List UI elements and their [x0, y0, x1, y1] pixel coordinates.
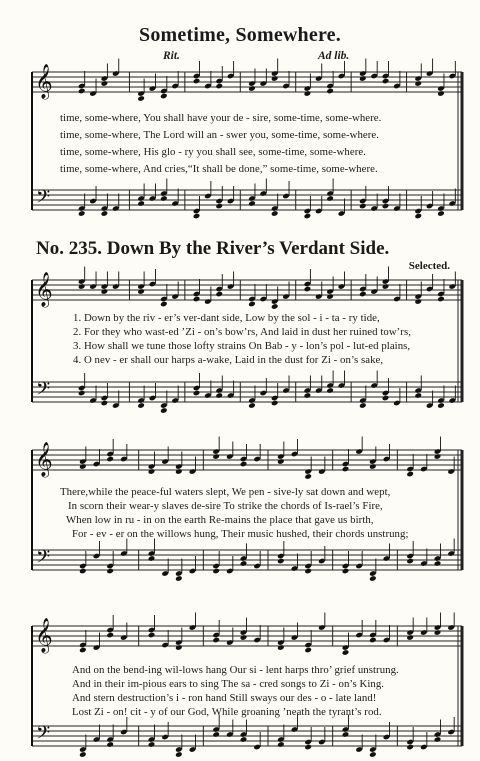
note-head [277, 458, 285, 465]
note-head [304, 392, 312, 399]
note-head [248, 402, 256, 409]
note-head [326, 88, 334, 95]
note-head [382, 203, 390, 210]
note-head [137, 200, 145, 207]
hymn2-s1-verse-4: 4. O nev - er shall our harps a-wake, Laid in the dust for Zi - on’s sake, [73, 354, 384, 366]
hymn2-s3-verse-2: And in their im-pious ears to sing The sa - cred songs to Zi - on’s King. [72, 678, 385, 690]
note-head [248, 85, 256, 92]
note-head [79, 463, 87, 470]
note-head [342, 568, 350, 575]
hymn2-s1-verse-2: 2. For they who wast-ed ’Zi - on’s bow’rs, And laid in dust her ruined tow’rs, [73, 326, 411, 338]
hymn2-s3-verse-1: And on the bend-ing wil-lows hang Our si - lent harps thro’ grief unstrung. [72, 664, 399, 676]
note-head [406, 558, 414, 565]
note-head [342, 649, 350, 656]
hymn1-verse-4: time, some-where, And cries,“It shall be done,” some-time, some-where. [60, 163, 378, 175]
note-head [160, 195, 168, 202]
note-head [406, 471, 414, 478]
note-head [240, 461, 248, 468]
hymn2-system2-treble-clef: 𝄞 [35, 442, 53, 477]
note-head [79, 647, 87, 654]
hymn1-system-treble-clef: 𝄞 [35, 64, 53, 99]
note-head [304, 213, 312, 220]
hymn1-verse-3: time, some-where, His glo - ry you shall see, some-time, some-where. [60, 146, 366, 158]
note-head [437, 210, 445, 217]
note-head [248, 301, 256, 308]
note-head [106, 632, 114, 639]
note-head [101, 210, 109, 217]
note-head [79, 751, 87, 758]
note-head [277, 558, 285, 565]
note-head [212, 568, 220, 575]
note-head [193, 78, 201, 85]
note-head [101, 400, 109, 407]
note-head [369, 751, 377, 758]
note-head [326, 195, 334, 202]
hymn2-s3-verse-3: And stern destruction’s i - ron hand Still sways our des - o - late land! [72, 692, 377, 704]
note-head [175, 468, 183, 475]
note-head [359, 75, 367, 82]
note-head [437, 90, 445, 97]
note-head [106, 568, 114, 575]
note-head [175, 644, 183, 651]
note-head [304, 568, 312, 575]
hymn2-s3-verse-4: Lost Zi - on! cit - y of our God, While groaning ’neath the tyrant’s rod. [72, 706, 382, 718]
note-head [271, 400, 279, 407]
note-head [414, 298, 422, 305]
note-head [437, 402, 445, 409]
hymn2-system3-treble-clef: 𝄞 [35, 618, 53, 653]
rit-marking: Rit. [163, 50, 180, 62]
note-head [106, 456, 114, 463]
note-head [148, 632, 156, 639]
note-head [106, 741, 114, 748]
note-head [148, 741, 156, 748]
note-head [369, 637, 377, 644]
note-head [137, 95, 145, 102]
ad-lib-marking: Ad lib. [318, 50, 350, 62]
note-head [271, 75, 279, 82]
note-head [342, 731, 350, 738]
note-head [369, 575, 377, 582]
note-head [148, 468, 156, 475]
note-head [137, 402, 145, 409]
hymn1-verse-2: time, some-where, The Lord will an - swer you, some-time, some-where. [60, 129, 379, 141]
note-head [277, 644, 285, 651]
note-head [271, 210, 279, 217]
hymn2-system1-bass-clef: 𝄢 [36, 379, 51, 404]
hymn2-system1-treble-clef: 𝄞 [35, 272, 53, 307]
note-head [382, 283, 390, 290]
note-head [359, 203, 367, 210]
note-head [160, 301, 168, 308]
note-head [434, 629, 442, 636]
note-head [434, 453, 442, 460]
note-head [434, 736, 442, 743]
hymn2-s2-verse-2: In scorn their wear-y slaves de-sire To strike the chords of Is-rael’s Fire, [68, 500, 383, 512]
note-head [304, 473, 312, 480]
note-head [240, 634, 248, 641]
note-head [382, 395, 390, 402]
hymn-title-sometime-somewhere: Sometime, Somewhere. [139, 24, 341, 46]
note-head [326, 293, 334, 300]
note-head [193, 213, 201, 220]
note-head [406, 744, 414, 751]
note-head [137, 288, 145, 295]
note-head [277, 741, 285, 748]
hymn2-system2-bass-clef: 𝄢 [36, 547, 51, 572]
hymn1-verse-1: time, some-where, You shall have your de - sire, some-time, some-where. [60, 112, 382, 124]
hymn2-s2-verse-3: When low in ru - in on the earth Re-mains the place that gave us birth, [66, 514, 374, 526]
note-head [406, 634, 414, 641]
hymn2-s1-verse-1: 1. Down by the riv - er’s ver-dant side, Low by the sol - i - ta - ry tide, [73, 312, 380, 324]
hymn2-s2-verse-1: There,while the peace-ful waters slept, We pen - sive-ly sat down and wept, [60, 486, 391, 498]
hymn2-system3-bass-clef: 𝄢 [36, 723, 51, 748]
note-head [240, 736, 248, 743]
note-head [160, 93, 168, 100]
note-head [78, 283, 86, 290]
note-head [304, 286, 312, 293]
note-head [414, 392, 422, 399]
note-head [160, 407, 168, 414]
hymn-title-down-by-the-river: No. 235. Down By the River’s Verdant Side. [36, 238, 390, 259]
note-head [215, 392, 223, 399]
note-head [193, 390, 201, 397]
note-head [240, 560, 248, 567]
note-head [359, 402, 367, 409]
hymn2-s1-verse-3: 3. How shall we tune those lofty strains On Bab - y - lon’s pol - lut-ed plains, [73, 340, 411, 352]
note-head [215, 291, 223, 298]
note-head [369, 463, 377, 470]
note-head [215, 203, 223, 210]
note-head [382, 78, 390, 85]
credit-selected: Selected. [408, 260, 450, 272]
note-head [148, 555, 156, 562]
note-head [78, 210, 86, 217]
note-head [342, 466, 350, 473]
note-head [304, 90, 312, 97]
note-head [271, 303, 279, 310]
note-head [359, 291, 367, 298]
note-head [215, 83, 223, 90]
note-head [101, 80, 109, 87]
note-head [437, 296, 445, 303]
note-head [175, 751, 183, 758]
note-head [101, 288, 109, 295]
note-head [212, 637, 220, 644]
note-head [78, 390, 86, 397]
note-head [212, 453, 220, 460]
note-head [414, 80, 422, 87]
note-head [175, 575, 183, 582]
note-head [248, 200, 256, 207]
note-head [414, 213, 422, 220]
note-head [434, 560, 442, 567]
hymn1-system-bass-clef: 𝄢 [36, 187, 51, 212]
note-head [304, 647, 312, 654]
note-head [78, 88, 86, 95]
note-head [212, 731, 220, 738]
note-head [79, 568, 87, 575]
hymn2-s2-verse-4: For - ev - er on the willows hung, Their music hushed, their chords unstrung; [72, 528, 409, 540]
note-head [304, 744, 312, 751]
note-head [193, 296, 201, 303]
note-head [326, 387, 334, 394]
